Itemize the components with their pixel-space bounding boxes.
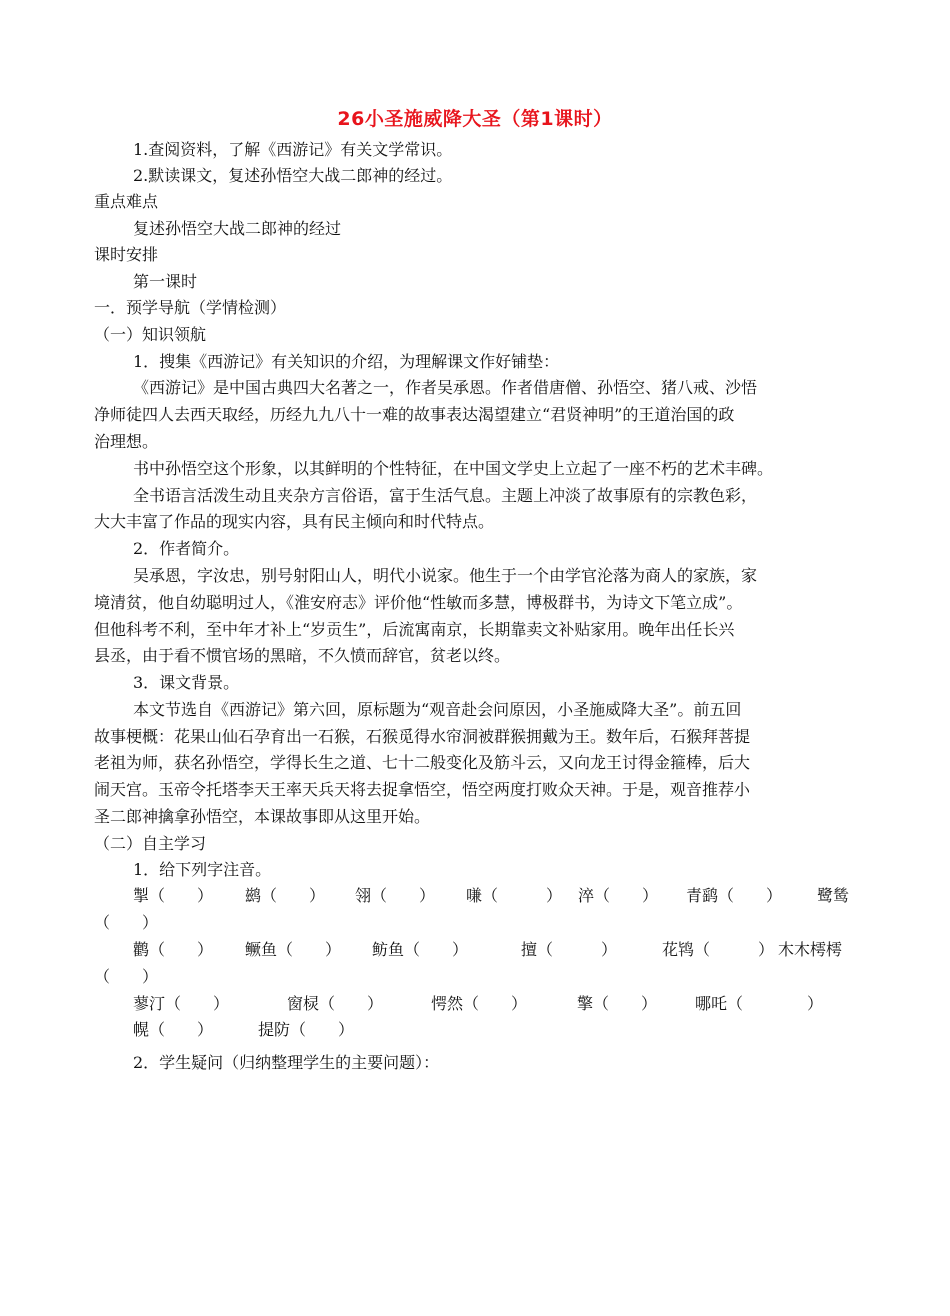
paragraph-line: 全书语言活泼生动且夹杂方言俗语，富于生活气息。主题上冲淡了故事原有的宗教色彩， (133, 486, 758, 505)
document-title: 26小圣施威降大圣（第1课时） (337, 108, 613, 130)
pinyin-item: 鳜鱼（ ） (245, 940, 342, 959)
paragraph-line: 但他科考不利，至中年才补上“岁贡生”，后流寓南京，长期靠卖文补贴家用。晚年出任长兴 (94, 620, 735, 639)
paragraph-line: 净师徒四人去西天取经，历经九九八十一难的故事表达渴望建立“君贤神明”的王道治国的政 (94, 405, 735, 424)
pinyin-item: 嗛（ ） (466, 886, 563, 905)
schedule-heading: 课时安排 (94, 245, 159, 264)
pinyin-item: 鹳（ ） (133, 940, 214, 959)
paragraph-line: 《西游记》是中国古典四大名著之一，作者吴承恩。作者借唐僧、孙悟空、猪八戒、沙悟 (133, 378, 758, 397)
paragraph-line: 治理想。 (94, 432, 159, 451)
paragraph-line: 故事梗概：花果山仙石孕育出一石猴，石猴觅得水帘洞被群猴拥戴为王。数年后，石猴拜菩提 (94, 727, 751, 746)
question-3: 3．课文背景。 (133, 673, 240, 692)
subsection-heading-2: （二）自主学习 (94, 834, 207, 853)
paragraph-line: 境清贫，他自幼聪明过人，《淮安府志》评价他“性敏而多慧，博极群书，为诗文下笔立成”。 (94, 593, 743, 612)
pinyin-item: 哪吒（ ） (695, 994, 824, 1013)
pinyin-item: 鹚（ ） (245, 886, 326, 905)
pinyin-item: 蓼汀（ ） (133, 994, 230, 1013)
pinyin-item: 木木樗樗 (778, 940, 843, 959)
key-points-text: 复述孙悟空大战二郎神的经过 (133, 219, 342, 238)
pinyin-item: 愕然（ ） (431, 994, 528, 1013)
paragraph-line: 闹天宫。玉帝令托塔李天王率天兵天将去捉拿悟空，悟空两度打败众天神。于是，观音推荐小 (94, 780, 751, 799)
pinyin-item: 窗棂（ ） (287, 994, 384, 1013)
section-heading-1: 一．预学导航（学情检测） (94, 298, 287, 317)
pinyin-row-2-wrap: （ ） (94, 967, 159, 986)
question-2: 2．作者简介。 (133, 539, 240, 558)
question-1: 1．搜集《西游记》有关知识的介绍，为理解课文作好铺垫： (133, 352, 560, 371)
pinyin-row-1-wrap: （ ） (94, 913, 159, 932)
pinyin-item: 鹭鸶 (817, 886, 850, 905)
key-points-heading: 重点难点 (94, 192, 159, 211)
pinyin-item: 青鹞（ ） (686, 886, 783, 905)
paragraph-line: 县丞，由于看不惯官场的黑暗，不久愤而辞官，贫老以终。 (94, 646, 511, 665)
pinyin-item: 擎（ ） (577, 994, 658, 1013)
pinyin-item: 幌（ ） (133, 1020, 214, 1039)
question-4: 1．给下列字注音。 (133, 860, 272, 879)
goal-2: 2.默读课文，复述孙悟空大战二郎神的经过。 (133, 166, 453, 185)
pinyin-item: 淬（ ） (578, 886, 659, 905)
pinyin-item: 花鸨（ ） (662, 940, 775, 959)
paragraph-line: 吴承恩，字汝忠，别号射阳山人，明代小说家。他生于一个由学官沦落为商人的家族，家 (133, 566, 758, 585)
schedule-text: 第一课时 (133, 272, 198, 291)
paragraph-line: 书中孙悟空这个形象，以其鲜明的个性特征，在中国文学史上立起了一座不朽的艺术丰碑。 (133, 459, 774, 478)
pinyin-item: 掣（ ） (133, 886, 214, 905)
paragraph-line: 大大丰富了作品的现实内容，具有民主倾向和时代特点。 (94, 512, 495, 531)
pinyin-item: 翎（ ） (355, 886, 436, 905)
paragraph-line: 老祖为师，获名孙悟空，学得长生之道、七十二般变化及筋斗云，又向龙王讨得金箍棒，后大 (94, 753, 751, 772)
pinyin-item: 提防（ ） (258, 1020, 355, 1039)
question-5: 2．学生疑问（归纳整理学生的主要问题）： (133, 1053, 440, 1072)
subsection-heading-1: （一）知识领航 (94, 325, 207, 344)
paragraph-line: 本文节选自《西游记》第六回，原标题为“观音赴会问原因，小圣施威降大圣”。前五回 (133, 700, 742, 719)
pinyin-item: 鲂鱼（ ） (372, 940, 469, 959)
pinyin-item: 擅（ ） (521, 940, 618, 959)
goal-1: 1.查阅资料，了解《西游记》有关文学常识。 (133, 140, 453, 159)
paragraph-line: 圣二郎神擒拿孙悟空，本课故事即从这里开始。 (94, 807, 431, 826)
